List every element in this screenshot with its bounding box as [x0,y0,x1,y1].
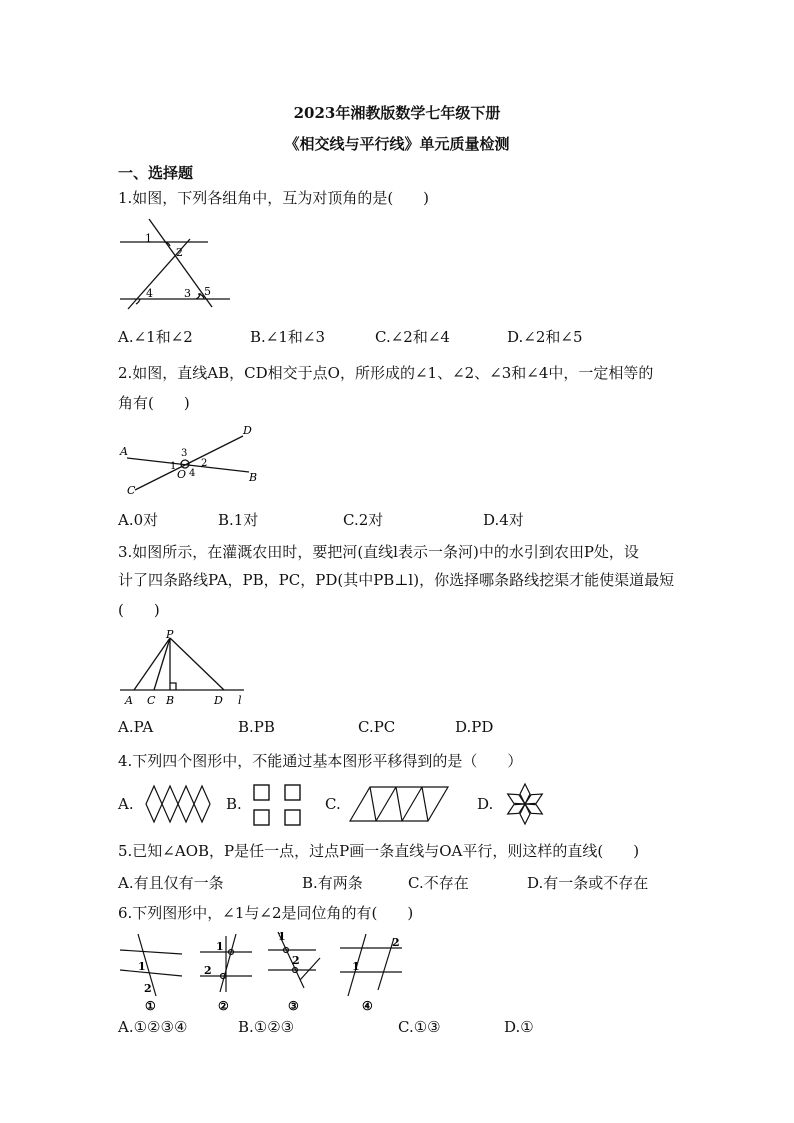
q1-label-1: 1 [145,232,152,245]
question-3-stem-line-3: ( ) [118,601,160,619]
q6-fig1-label-1: 1 [138,960,146,973]
question-3-figure [112,628,257,710]
q2-label-d: D [243,424,252,437]
q2-option-b: B.1对 [218,511,259,529]
q6-caption-1: ① [145,999,156,1012]
q2-option-c: C.2对 [343,511,384,529]
q1-label-3: 3 [184,287,191,300]
document-subtitle: 《相交线与平行线》单元质量检测 [284,135,510,153]
q2-label-b: B [249,471,258,484]
q2-label-4: 4 [189,468,196,479]
q3-label-b: B [166,694,175,707]
q6-option-c: C.①③ [398,1018,441,1036]
q4-figure-d-star [500,780,550,828]
q2-label-3: 3 [181,448,188,459]
question-2-figure [115,422,260,497]
q4-option-b: B. [226,795,242,813]
q5-option-d: D.有一条或不存在 [527,874,649,892]
q1-label-4: 4 [146,287,153,300]
q4-option-d: D. [477,795,494,813]
q6-caption-3: ③ [288,999,299,1012]
q5-option-c: C.不存在 [408,874,469,892]
q3-option-a: A.PA [118,718,154,736]
q1-option-c: C.∠2和∠4 [375,328,450,346]
question-3-stem-line-1: 3.如图所示，在灌溉农田时，要把河(直线l表示一条河)中的水引到农田P处，设 [118,543,639,561]
q2-option-a: A.0对 [118,511,159,529]
q6-figure-4 [336,930,406,1012]
q5-option-b: B.有两条 [302,874,363,892]
q3-label-c: C [147,694,156,707]
question-1-stem: 1.如图，下列各组角中，互为对顶角的是( ) [118,189,430,207]
q2-label-2: 2 [201,458,208,469]
q1-option-d: D.∠2和∠5 [507,328,583,346]
q6-figure-3 [264,926,328,1012]
document-title: 2023年湘教版数学七年级下册 [293,104,501,122]
q4-figure-c-parallelograms [348,784,450,824]
question-5-stem: 5.已知∠AOB，P是任一点，过点P画一条直线与OA平行，则这样的直线( ) [118,842,640,860]
q6-option-a: A.①②③④ [118,1018,188,1036]
q6-option-d: D.① [504,1018,534,1036]
q1-option-a: A.∠1和∠2 [118,328,193,346]
q2-label-1: 1 [170,461,177,472]
q3-option-d: D.PD [455,718,494,736]
q3-label-l: l [238,694,242,707]
question-2-stem-line-2: 角有( ) [118,394,190,412]
q6-fig3-label-1: 1 [278,930,286,943]
q6-fig2-label-2: 2 [204,964,212,977]
q4-option-a: A. [118,795,134,813]
section-heading: 一、选择题 [118,164,194,182]
question-3-stem-line-2: 计了四条路线PA，PB，PC，PD(其中PB⊥l)，你选择哪条路线挖渠才能使渠道最短 [118,571,675,589]
q3-label-d: D [214,694,223,707]
q1-label-5: 5 [204,285,211,298]
q6-caption-2: ② [218,999,229,1012]
q2-label-c: C [127,484,136,497]
q3-option-c: C.PC [358,718,396,736]
q3-label-a: A [125,694,133,707]
q6-figure-1 [116,930,186,1012]
question-4-stem: 4.下列四个图形中，不能通过基本图形平移得到的是（ ） [118,752,523,770]
q2-label-a: A [120,445,128,458]
q4-option-c: C. [325,795,341,813]
q2-label-o: O [177,468,187,481]
question-6-stem: 6.下列图形中，∠1与∠2是同位角的有( ) [118,904,414,922]
q6-caption-4: ④ [362,999,373,1012]
q4-figure-a-diamonds [144,784,212,824]
q6-option-b: B.①②③ [238,1018,295,1036]
q4-figure-b-squares [250,782,306,828]
q1-label-2: 2 [176,246,183,259]
q5-option-a: A.有且仅有一条 [118,874,224,892]
q3-label-p: P [166,628,174,641]
q2-option-d: D.4对 [483,511,524,529]
q3-option-b: B.PB [238,718,275,736]
question-1-figure [112,215,242,310]
q6-figure-2 [196,930,256,1012]
question-2-stem-line-1: 2.如图，直线AB，CD相交于点O，所形成的∠1、∠2、∠3和∠4中，一定相等的 [118,364,654,382]
q6-fig2-label-1: 1 [216,940,224,953]
q6-fig3-label-2: 2 [292,954,300,967]
q6-fig1-label-2: 2 [144,982,152,995]
q6-fig4-label-2: 2 [392,936,400,949]
q1-option-b: B.∠1和∠3 [250,328,326,346]
q6-fig4-label-1: 1 [352,960,360,973]
